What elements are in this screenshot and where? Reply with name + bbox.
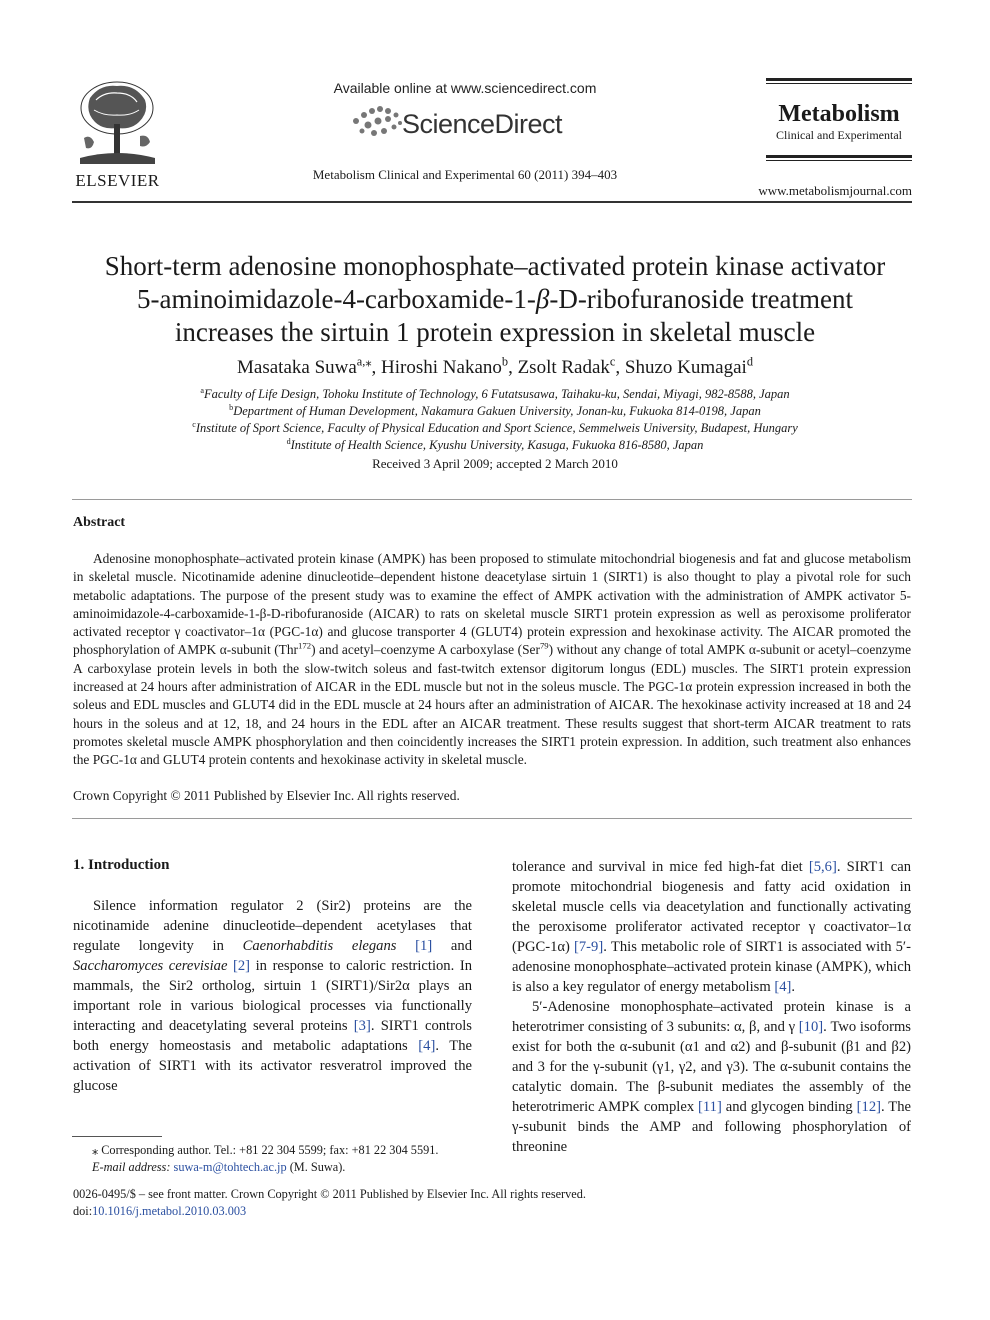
citation-link[interactable]: [7-9] (574, 939, 604, 955)
article-title (60, 250, 930, 349)
paragraph: Silence information regulator 2 (Sir2) proteins are the nicotinamide adenine dinucleotide–dependent acetylases that regulate longevity in Caenorhabditis elegans [1] and Saccharomyces cerevisiae [2] in response to caloric restriction. In mammals, the Sir2 ortholog, sirtuin 1 (SIRT1)/Sir2α plays an important role in various biological processes via functionally interacting and deacetylating several proteins [3]. SIRT1 controls both energy homeostasis and metabolic adaptations [4]. The activation of SIRT1 with its activator resveratrol improved the glucose (73, 898, 472, 1094)
publisher-name: ELSEVIER (75, 171, 160, 190)
citation-link[interactable]: [10] (798, 1019, 824, 1035)
abstract-copyright: Crown Copyright © 2011 Published by Elsevier Inc. All rights reserved. (73, 788, 460, 803)
masthead-rule-top (766, 78, 912, 81)
author[interactable]: Hiroshi Nakano$^b$ (381, 354, 509, 378)
email-link[interactable]: suwa-m@tohtech.ac.jp (173, 1160, 287, 1174)
available-online-text: Available online at www.sciencedirect.com (333, 80, 597, 96)
title-line-2: 5-aminoimidazole-4-carboxamide-1-β-D-ribofuranoside treatment (137, 284, 853, 314)
title-line-3: increases the sirtuin 1 protein expression in skeletal muscle (174, 317, 816, 347)
journal-name: Metabolism (778, 101, 900, 127)
elsevier-tree-icon (70, 78, 165, 166)
citation-link[interactable]: [4] (774, 979, 792, 995)
affiliation: $^d$Institute of Health Science, Kyushu University, Kasuga, Fukuoka 816-8580, Japan (286, 436, 704, 452)
left-column (73, 896, 472, 1096)
journal-subtitle: Clinical and Experimental (776, 128, 902, 142)
doi-line: doi:10.1016/j.metabol.2010.03.003 (73, 1204, 247, 1218)
footnote-rule (72, 1136, 162, 1137)
affiliation: $^b$Department of Human Development, Nakamura Gakuen University, Jonan-ku, Fukuoka 814-0198, Japan (229, 402, 761, 418)
affiliation: $^a$Faculty of Life Design, Tohoku Institute of Technology, 6 Futatsusawa, Taihaku-ku, Sendai, Miyagi, 982-8588, Japan (200, 385, 790, 401)
sciencedirect-logo[interactable] (348, 103, 588, 147)
citation-link[interactable]: [2] (233, 958, 251, 974)
journal-url[interactable]: www.metabolismjournal.com (758, 183, 912, 198)
citation-link[interactable]: [3] (353, 1018, 371, 1034)
sciencedirect-wordmark: ScienceDirect (402, 109, 563, 139)
author[interactable]: Shuzo Kumagai$^d$ (624, 354, 753, 378)
section-heading-introduction: 1. Introduction (73, 857, 170, 873)
author[interactable]: Masataka Suwa$^{a,⁎}$ (237, 354, 372, 378)
abstract-bottom-rule (72, 818, 912, 819)
author-list: Masataka Suwa$^{a,⁎}$, Hiroshi Nakano$^b$, Zsolt Radak$^c$, Shuzo Kumagai$^d$ (237, 354, 753, 378)
abstract-body: Adenosine monophosphate–activated protein kinase (AMPK) has been proposed to stimulate mitochondrial biogenesis and fat and glucose metabolism in skeletal muscle. Nicotinamide adenine dinucleotide–dependent histone deacetylase sirtuin 1 (SIRT1) is also thought to play a pivotal role for such metabolic adaptations. The purpose of the present study was to examine the effect of AMPK activation with the administration of AMPK activator 5-aminoimidazole-4-carboxamide-1-β-D-ribofuranoside (AICAR) to rats on skeletal muscle SIRT1 protein expression as well as peroxisome proliferator activated receptor γ coactivator–1α (PGC-1α) and glucose transporter 4 (GLUT4) protein expression and hexokinase activity. The AICAR promoted the phosphorylation of AMPK α-subunit (Thr$^{172}$) and acetyl–coenzyme A carboxylase (Ser$^{79}$) without any change of total AMPK α-subunit or acetyl–coenzyme A carboxylase protein levels in both the slow-twitch soleus and fast-twitch extensor digitorum longus (EDL) muscles. The SIRT1 protein expression increased at 24 hours after administration of AICAR in the EDL muscle but not in the soleus muscle. The PGC-1α protein expression increased in both the soleus and EDL muscles and GLUT4 did in the EDL muscle at 24 hours after an administration of AICAR. The hexokinase activity increased at 18 and 24 hours in the soleus and at 12, 18, and 24 hours in the EDL after an AICAR treatment. These results suggest that short-term AICAR treatment to rats promotes skeletal muscle AMPK phosphorylation and then coincidently increases the SIRT1 protein expression. In addition, such treatment also enhances the PGC-1α and GLUT4 protein contents and hexokinase activity in skeletal muscle. (73, 551, 912, 768)
journal-citation: Metabolism Clinical and Experimental 60 (2011) 394–403 (312, 167, 618, 182)
journal-masthead (766, 78, 912, 161)
masthead-rule-top-thin (766, 83, 912, 84)
received-dates: Received 3 April 2009; accepted 2 March 2010 (372, 456, 618, 471)
header-divider (72, 201, 912, 203)
citation-link[interactable]: [1] (415, 938, 433, 954)
title-line-1: Short-term adenosine monophosphate–activated protein kinase activator (104, 251, 886, 281)
doi-link[interactable]: 10.1016/j.metabol.2010.03.003 (92, 1204, 247, 1218)
right-column (512, 857, 911, 1157)
abstract-top-rule (72, 499, 912, 500)
paragraph: 5′-Adenosine monophosphate–activated protein kinase is a heterotrimer consisting of 3 subunits: α, β, and γ [10]. Two isoforms exist for both the α-subunit (α1 and α2) and β-subunit (β1 and β2) and 3 for the γ-subunit (γ1, γ2, and γ3). The α-subunit contains the catalytic domain. The β-subunit mediates the assembly of the heterotrimeric AMPK complex [11] and glycogen binding [12]. The γ-subunit binds the AMP and following phosphorylation of threonine (512, 999, 911, 1155)
author[interactable]: Zsolt Radak$^c$ (517, 354, 616, 378)
masthead-rule-bottom (766, 155, 912, 158)
elsevier-logo (70, 78, 165, 190)
masthead-rule-bottom-thin (766, 160, 912, 161)
abstract-heading: Abstract (73, 515, 126, 530)
citation-link[interactable]: [12] (856, 1099, 881, 1115)
affiliation: $^c$Institute of Sport Science, Faculty of Physical Education and Sport Science, Semmelweis University, Budapest, Hungary (192, 419, 798, 435)
citation-link[interactable]: [5,6] (808, 859, 837, 875)
paragraph: tolerance and survival in mice fed high-fat diet [5,6]. SIRT1 can promote mitochondrial biogenesis and fatty acid oxidation in skeletal muscle cells via deacetylation and functionally activating the peroxisome proliferator activated receptor γ coactivator–1α (PGC-1α) [7-9]. This metabolic role of SIRT1 is associated with 5′-adenosine monophosphate–activated protein kinase (AMPK), which is also a key regulator of energy metabolism [4]. (512, 859, 911, 995)
corresponding-author-note: ⁎ Corresponding author. Tel.: +81 22 304 5599; fax: +81 22 304 5591. E-mail address: suwa-m@tohtech.ac.jp (M. Suwa). (92, 1143, 439, 1174)
issn-line: 0026-0495/$ – see front matter. Crown Copyright © 2011 Published by Elsevier Inc. All rights reserved. (73, 1187, 586, 1201)
sciencedirect-dots-icon (348, 103, 408, 143)
citation-link[interactable]: [11] (698, 1099, 722, 1115)
citation-link[interactable]: [4] (418, 1038, 436, 1054)
affiliations (60, 386, 930, 454)
